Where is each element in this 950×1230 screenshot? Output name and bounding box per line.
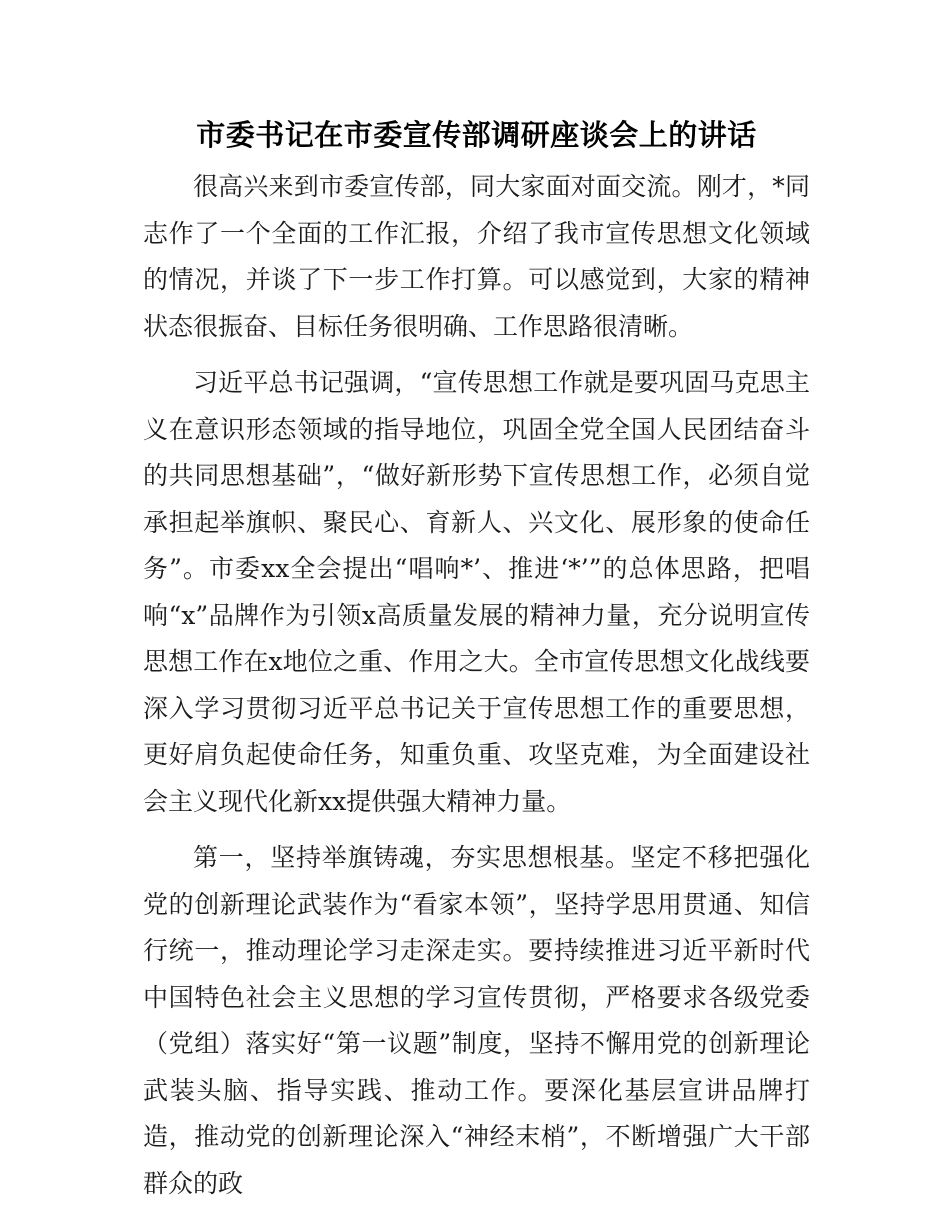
paragraph-quote: 习近平总书记强调，“宣传思想工作就是要巩固马克思主义在意识形态领域的指导地位，巩固全党全国人民团结奋斗的共同思想基础”，“做好新形势下宣传思想工作，必须自觉承担起举旗帜、聚民心、育新人、兴文化、展形象的使命任务”。市委xx全会提出“唱响*’、推进‘*’”的总体思路，把唱响“x”品牌作为引领x高质量发展的精神力量，充分说明宣传思想工作在x地位之重、作用之大。全市宣传思想文化战线要深入学习贯彻习近平总书记关于宣传思想工作的重要思想，更好肩负起使命任务，知重负重、攻坚克难，为全面建设社会主义现代化新xx提供强大精神力量。 [143, 368, 810, 816]
paragraph-intro: 很高兴来到市委宣传部，同大家面对面交流。刚才，*同志作了一个全面的工作汇报，介绍了我市宣传思想文化领域的情况，并谈了下一步工作打算。可以感觉到，大家的精神状态很振奋、目标任务很明确、工作思路很清晰。 [143, 172, 810, 341]
paragraph-first-point: 第一，坚持举旗铸魂，夯实思想根基。坚定不移把强化党的创新理论武装作为“看家本领”，坚持学思用贯通、知信行统一，推动理论学习走深走实。要持续推进习近平新时代中国特色社会主义思想的学习宣传贯彻，严格要求各级党委（党组）落实好“第一议题”制度，坚持不懈用党的创新理论武装头脑、指导实践、推动工作。要深化基层宣讲品牌打造，推动党的创新理论深入“神经末梢”，不断增强广大干部群众的政 [143, 843, 810, 1198]
document-title: 市委书记在市委宣传部调研座谈会上的讲话 [196, 118, 757, 152]
